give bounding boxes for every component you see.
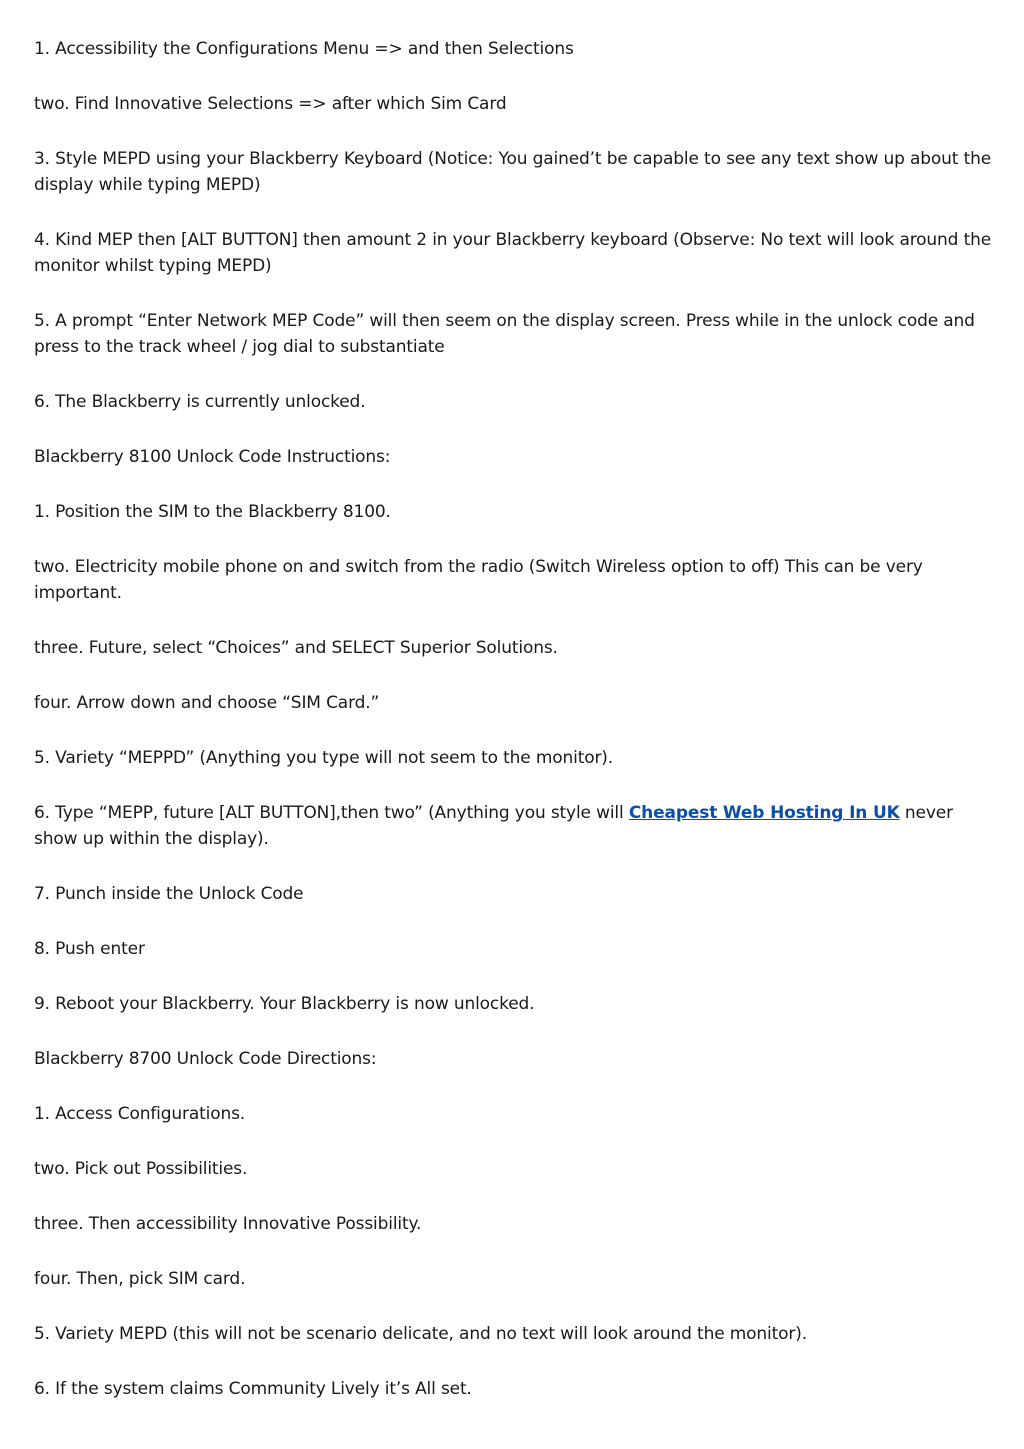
paragraph-text-before-link: 6. Type “MEPP, future [ALT BUTTON],then two” (Anything you style will bbox=[34, 803, 629, 823]
paragraph: three. Then accessibility Innovative Possibility. bbox=[34, 1214, 422, 1234]
paragraph: two. Pick out Possibilities. bbox=[34, 1159, 248, 1179]
paragraph: two. Find Innovative Selections => after which Sim Card bbox=[34, 94, 507, 114]
paragraph: 1. Position the SIM to the Blackberry 8100. bbox=[34, 502, 391, 522]
paragraph: four. Then, pick SIM card. bbox=[34, 1269, 246, 1289]
paragraph: four. Arrow down and choose “SIM Card.” bbox=[34, 693, 380, 713]
document-body bbox=[34, 36, 994, 1431]
paragraph: 1. Access Configurations. bbox=[34, 1104, 246, 1124]
paragraph-with-link bbox=[34, 800, 994, 852]
paragraph: 6. If the system claims Community Lively it’s All set. bbox=[34, 1379, 472, 1399]
section-heading-8100: Blackberry 8100 Unlock Code Instructions: bbox=[34, 447, 391, 467]
paragraph: 5. Variety “MEPPD” (Anything you type will not seem to the monitor). bbox=[34, 748, 614, 768]
paragraph: 7. Punch inside the Unlock Code bbox=[34, 884, 304, 904]
hosting-link[interactable]: Cheapest Web Hosting In UK bbox=[628, 803, 900, 823]
paragraph: 5. A prompt “Enter Network MEP Code” will then seem on the display screen. Press while in the unlock code and press to the track wheel / jog dial to substantiate bbox=[34, 311, 975, 357]
paragraph: 4. Kind MEP then [ALT BUTTON] then amount 2 in your Blackberry keyboard (Observe: No text will look around the monitor whilst typing MEPD) bbox=[34, 230, 992, 276]
paragraph: 1. Accessibility the Configurations Menu => and then Selections bbox=[34, 39, 574, 59]
paragraph: two. Electricity mobile phone on and switch from the radio (Switch Wireless option to off) This can be very important. bbox=[34, 557, 923, 603]
paragraph-text-after-link: never show up within the display). bbox=[34, 803, 953, 849]
paragraph: 6. The Blackberry is currently unlocked. bbox=[34, 392, 366, 412]
paragraph: 3. Style MEPD using your Blackberry Keyboard (Notice: You gained’t be capable to see any text show up about the display while typing MEPD) bbox=[34, 149, 992, 195]
section-heading-8700: Blackberry 8700 Unlock Code Directions: bbox=[34, 1049, 377, 1069]
paragraph: 5. Variety MEPD (this will not be scenario delicate, and no text will look around the monitor). bbox=[34, 1324, 807, 1344]
paragraph: 9. Reboot your Blackberry. Your Blackberry is now unlocked. bbox=[34, 994, 535, 1014]
paragraph: 8. Push enter bbox=[34, 939, 145, 959]
paragraph: three. Future, select “Choices” and SELECT Superior Solutions. bbox=[34, 638, 558, 658]
